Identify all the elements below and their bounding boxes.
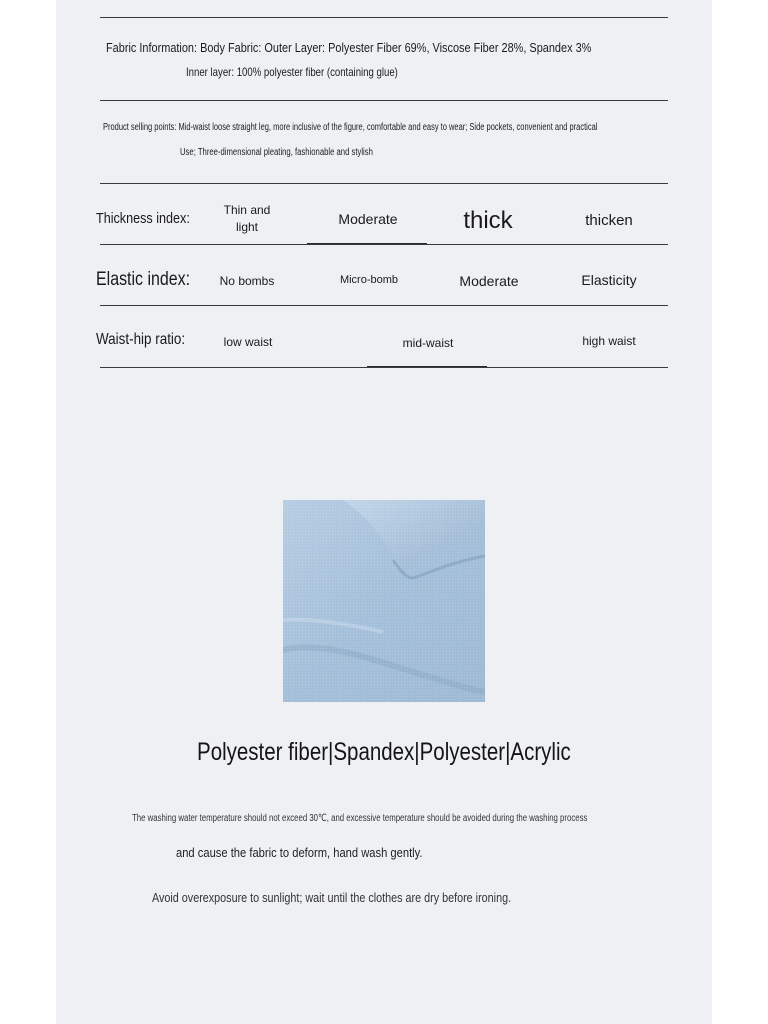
thickness-option-thin-and-light: Thin and light [223,203,271,234]
selling-points-line-2: Use; Three-dimensional pleating, fashionable and stylish [180,147,373,158]
divider-top [100,17,668,18]
thickness-option-thick: thick [463,207,513,234]
thickness-index-label: Thickness index: [96,210,190,227]
selling-points-line-1: Product selling points: Mid-waist loose straight leg, more inclusive of the figure, comfortable and easy to wear; Side pockets, convenient and practical [103,122,598,133]
care-instruction-line-1: The washing water temperature should not exceed 30℃, and excessive temperature should be avoided during the washing process [132,813,588,824]
elastic-option-micro-bomb: Micro-bomb [339,274,399,286]
material-composition-title: Polyester fiber|Spandex|Polyester|Acrylic [197,738,571,766]
elastic-index-label: Elastic index: [96,269,191,290]
divider [100,100,668,101]
waist-option-high-waist: high waist [582,334,636,348]
elastic-option-elasticity: Elasticity [581,272,637,288]
waist-option-mid-waist: mid-waist [402,336,454,350]
elastic-option-no-bombs: No bombs [219,274,275,288]
care-instruction-line-3: Avoid overexposure to sunlight; wait until the clothes are dry before ironing. [152,890,512,905]
fabric-info-line-2: Inner layer: 100% polyester fiber (containing glue) [186,65,398,79]
waist-hip-ratio-label: Waist-hip ratio: [96,331,186,348]
thickness-option-thicken: thicken [585,212,633,229]
fabric-info-line-1: Fabric Information: Body Fabric: Outer Layer: Polyester Fiber 69%, Viscose Fiber 28%, Spandex 3% [106,40,592,55]
care-instruction-line-2: and cause the fabric to deform, hand wash gently. [176,845,423,860]
divider [100,244,668,245]
fabric-swatch-image [283,500,485,702]
divider [100,183,668,184]
divider [100,305,668,306]
divider-bottom [100,367,668,368]
waist-option-low-waist: low waist [223,335,273,349]
elastic-option-moderate: Moderate [459,273,519,289]
thickness-option-moderate: Moderate [338,211,398,227]
